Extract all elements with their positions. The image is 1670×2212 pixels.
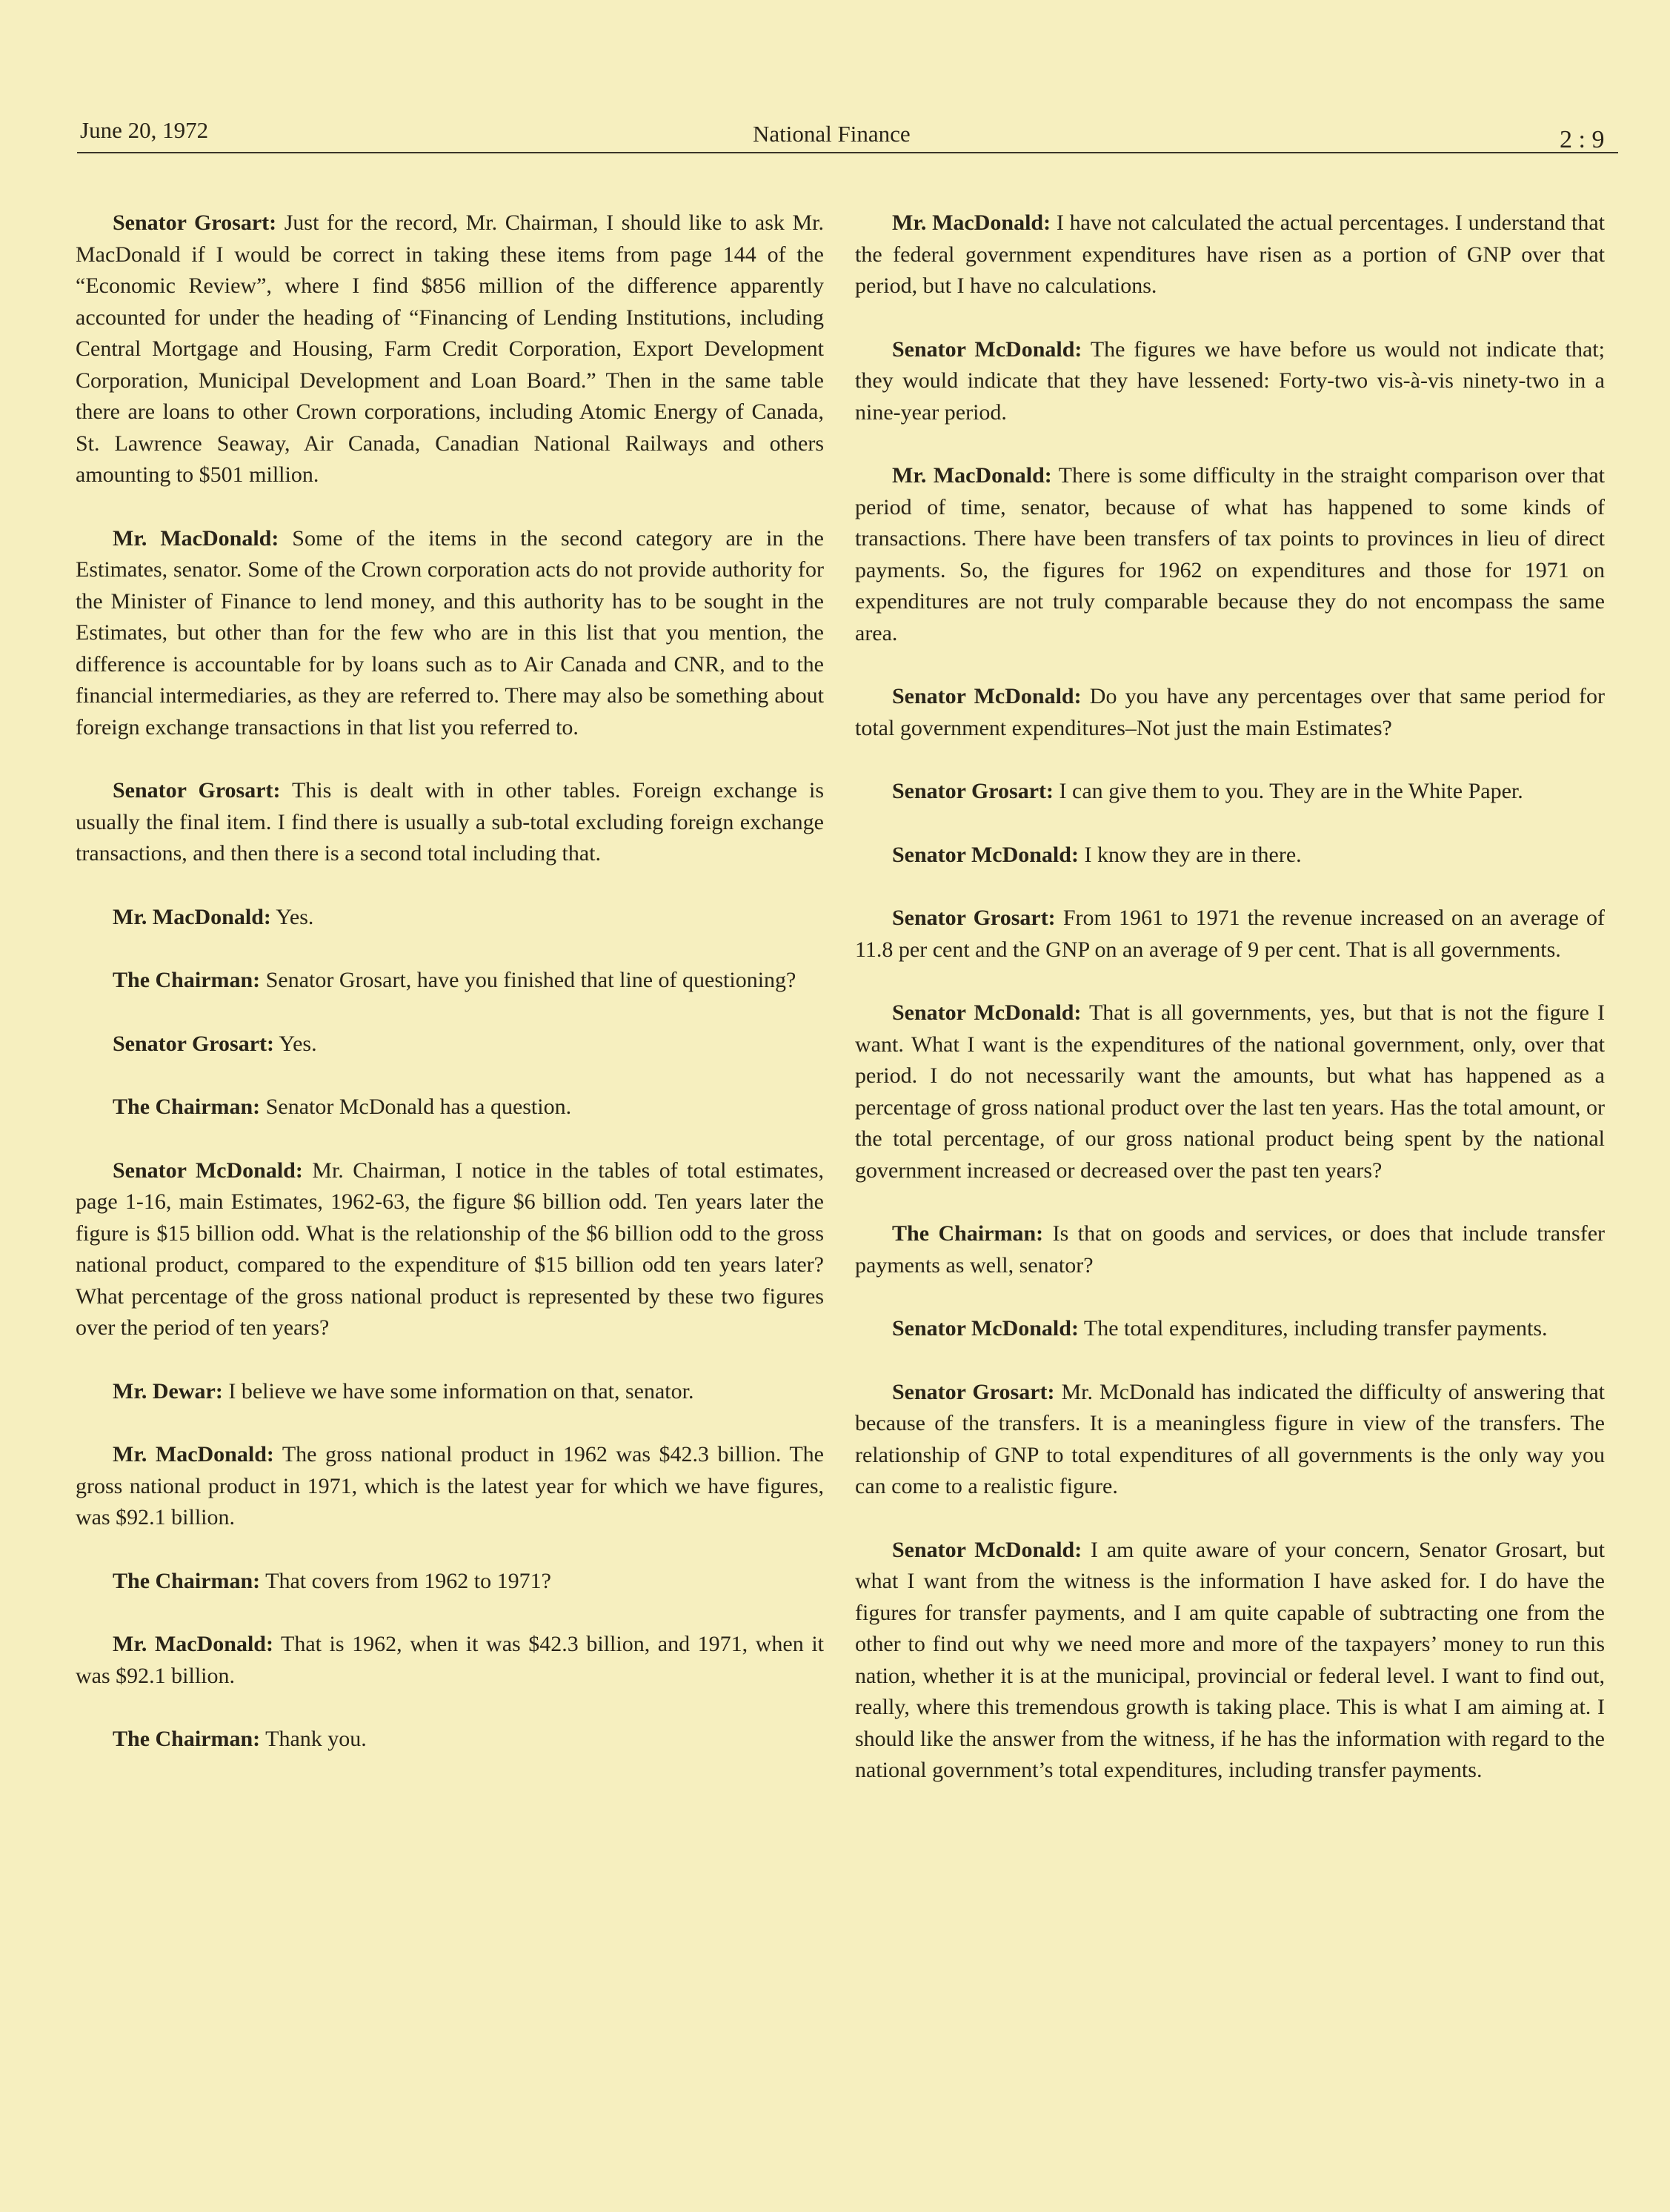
speaker: Senator Grosart:: [113, 210, 277, 235]
speaker: Senator McDonald:: [892, 336, 1082, 362]
paragraph: [855, 1377, 1605, 1503]
paragraph-text: Just for the record, Mr. Chairman, I should like to ask Mr. MacDonald if I would be correct in taking these items from page 144 of the “Economic Review”, where I find $856 million of the difference apparently accounted for under the heading of “Financing of Lending Institutions, including Central Mortgage and Housing, Farm Credit Corporation, Export Development Corporation, Municipal Development and Loan Board.” Then in the same table there are loans to other Crown corporations, including Atomic Energy of Canada, St. Lawrence Seaway, Air Canada, Canadian National Railways and others amounting to $501 million.: [76, 210, 824, 487]
paragraph-text: Yes.: [270, 904, 314, 929]
paragraph: [76, 1092, 824, 1123]
speaker: Mr. MacDonald:: [892, 210, 1051, 235]
paragraph-text: Yes.: [274, 1031, 317, 1056]
paragraph: [76, 1439, 824, 1534]
paragraph-text: Mr. McDonald has indicated the difficulty of answering that because of the transfers. It is a meaningless figure in view of the transfers. The relationship of GNP to total expenditures of all governments is the only way you can come to a realistic figure.: [855, 1379, 1605, 1498]
speaker: The Chairman:: [113, 1727, 261, 1751]
paragraph: [855, 776, 1605, 808]
paragraph: [855, 1535, 1605, 1787]
paragraph: [76, 1566, 824, 1598]
header-page-number: 2 : 9: [1560, 126, 1605, 153]
paragraph-text: I can give them to you. They are in the White Paper.: [1054, 779, 1523, 803]
paragraph: [855, 207, 1605, 302]
speaker: Mr. MacDonald:: [113, 525, 279, 551]
paragraph-text: The gross national product in 1962 was $42.3 billion. The gross national product in 1971, which is the latest year for which we have figures, was $92.1 billion.: [76, 1442, 824, 1530]
paragraph-text: I am quite aware of your concern, Senator Grosart, but what I want from the witness is the information I have asked for. I do have the figures for transfer payments, and I am quite capable of subtracting one from the other to find out why we need more and more of the taxpayers’ money to run this nation, whether it is at the municipal, provincial or federal level. I want to find out, really, where this tremendous growth is taking place. This is what I am aiming at. I should like the answer from the witness, if he has the information with regard to the national government’s total expenditures, including transfer payments.: [855, 1537, 1605, 1782]
header-title: National Finance: [753, 121, 911, 147]
paragraph-text: This is dealt with in other tables. Foreign exchange is usually the final item. I find there is usually a sub-total excluding foreign exchange transactions, and then there is a second total including that.: [76, 778, 824, 866]
speaker: Mr. MacDonald:: [113, 904, 271, 929]
left-column: [76, 207, 824, 1787]
paragraph: [855, 997, 1605, 1186]
paragraph-text: Mr. Chairman, I notice in the tables of total estimates, page 1-16, main Estimates, 1962-63, the figure $6 billion odd. Ten years later the figure is $15 billion odd. What is the relationship of the $6 billion odd to the gross national product, compared to the expenditure of $15 billion odd ten years later? What percentage of the gross national product is represented by these two figures over the period of ten years?: [76, 1158, 824, 1340]
paragraph: [76, 1376, 824, 1408]
paragraph: [76, 1029, 824, 1060]
paragraph-text: There is some difficulty in the straight comparison over that period of time, senator, because of what has happened to some kinds of transactions. There have been transfers of tax points to provinces in lieu of direct payments. So, the figures for 1962 on expenditures and those for 1971 on expenditures are not truly comparable because they do not encompass the same area.: [855, 463, 1606, 645]
paragraph-text: The figures we have before us would not indicate that; they would indicate that they have lessened: Forty-two vis-à-vis ninety-two in a nine-year period.: [855, 336, 1605, 425]
speaker: The Chairman:: [113, 1095, 261, 1119]
header-rule: [77, 152, 1618, 153]
speaker: Senator McDonald:: [892, 1316, 1079, 1341]
paragraph-text: That covers from 1962 to 1971?: [260, 1568, 551, 1593]
speaker: The Chairman:: [892, 1221, 1044, 1246]
paragraph: [76, 207, 824, 491]
paragraph-text: Thank you.: [260, 1727, 367, 1751]
paragraph-text: Senator McDonald has a question.: [260, 1095, 572, 1119]
paragraph-text: The total expenditures, including transfer payments.: [1078, 1316, 1548, 1341]
speaker: Senator Grosart:: [892, 906, 1056, 930]
paragraph: [855, 840, 1605, 871]
paragraph-text: I have not calculated the actual percentages. I understand that the federal government expenditures have risen as a portion of GNP over that period, but I have no calculations.: [855, 210, 1605, 298]
paragraph-text: That is all governments, yes, but that is not the figure I want. What I want is the expenditures of the national government, only, over that period. I do not necessarily want the amounts, but what has happened as a percentage of gross national product over the last ten years. Has the total amount, or the total percentage, of our gross national product being spent by the national government increased or decreased over the past ten years?: [855, 1000, 1605, 1183]
paragraph: [855, 681, 1605, 744]
paragraph: [855, 1218, 1605, 1281]
paragraph: [855, 334, 1605, 429]
paragraph-text: Senator Grosart, have you finished that line of questioning?: [260, 968, 796, 992]
header-date: June 20, 1972: [80, 117, 209, 143]
paragraph: [76, 902, 824, 934]
paragraph-text: That is 1962, when it was $42.3 billion, and 1971, when it was $92.1 billion.: [76, 1632, 824, 1688]
paragraph: [76, 523, 824, 744]
paragraph: [855, 903, 1605, 966]
speaker: Mr. MacDonald:: [892, 463, 1052, 488]
paragraph-text: Is that on goods and services, or does that include transfer payments as well, senator?: [855, 1221, 1605, 1278]
paragraph-text: Some of the items in the second category are in the Estimates, senator. Some of the Crown corporation acts do not provide authority for the Minister of Finance to lend money, and this authority has to be sought in the Estimates, but other than for the few who are in this list that you mention, the difference is accountable for by loans such as to Air Canada and CNR, and to the financial intermediaries, as they are referred to. There may also be something about foreign exchange transactions in that list you referred to.: [76, 525, 824, 740]
paragraph: [855, 460, 1605, 649]
right-column: [855, 207, 1605, 1819]
paragraph-text: Do you have any percentages over that same period for total government expenditures–Not just the main Estimates?: [855, 684, 1605, 740]
paragraph: [76, 1724, 824, 1756]
speaker: Senator McDonald:: [892, 684, 1082, 708]
paragraph: [855, 1313, 1605, 1345]
speaker: Senator Grosart:: [113, 1031, 275, 1056]
speaker: The Chairman:: [113, 1568, 261, 1593]
paragraph: [76, 1155, 824, 1344]
speaker: Mr. MacDonald:: [113, 1632, 273, 1656]
speaker: Senator McDonald:: [113, 1158, 303, 1183]
paragraph-text: I know they are in there.: [1078, 842, 1302, 867]
speaker: Senator McDonald:: [892, 1537, 1082, 1562]
paragraph: [76, 965, 824, 997]
paragraph-text: From 1961 to 1971 the revenue increased on an average of 11.8 per cent and the GNP on an average of 9 per cent. That is all governments.: [855, 906, 1605, 962]
speaker: Mr. Dewar:: [113, 1378, 223, 1404]
speaker: Senator Grosart:: [892, 1379, 1055, 1404]
paragraph-text: I believe we have some information on that, senator.: [222, 1378, 694, 1404]
paragraph: [76, 775, 824, 870]
speaker: Senator Grosart:: [892, 779, 1054, 803]
paragraph: [76, 1629, 824, 1692]
speaker: Senator Grosart:: [113, 778, 281, 803]
speaker: The Chairman:: [113, 968, 261, 992]
speaker: Senator McDonald:: [892, 842, 1079, 867]
speaker: Mr. MacDonald:: [113, 1442, 274, 1467]
speaker: Senator McDonald:: [892, 1000, 1082, 1025]
